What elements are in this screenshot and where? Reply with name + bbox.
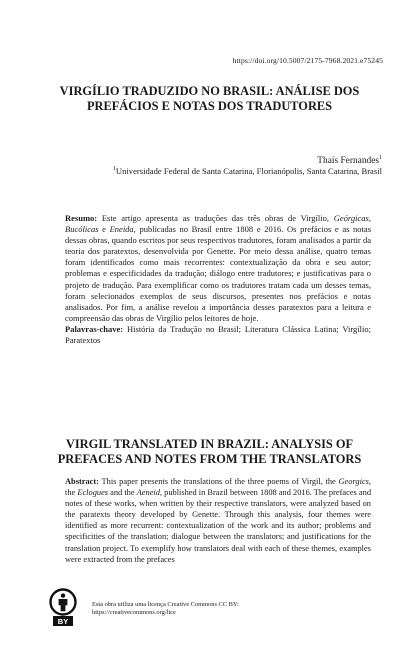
work-title: Geórgicas: [333, 213, 369, 223]
cc-by-text: BY: [57, 617, 69, 626]
title-line: VIRGÍLIO TRADUZIDO NO BRASIL: ANÁLISE DOS: [59, 84, 360, 98]
author-affiliation: [113, 166, 382, 176]
article-title-en: [32, 437, 387, 467]
keywords-label: Palavras-chave:: [65, 323, 124, 334]
title-line: PREFACES AND NOTES FROM THE TRANSLATORS: [57, 452, 362, 466]
article-title-pt: [32, 84, 387, 114]
abstract-pt: [65, 213, 371, 346]
affiliation-text: Universidade Federal de Santa Catarina, Florianópolis, Santa Catarina, Brasil: [115, 166, 382, 176]
author-footnote-marker[interactable]: 1: [379, 155, 382, 161]
abstract-en: [65, 476, 371, 565]
abstract-text: and the: [108, 488, 137, 498]
abstract-text: , the: [65, 477, 371, 498]
work-title: Georgics: [338, 477, 369, 486]
keywords: [65, 324, 371, 346]
abstract-text: ,: [368, 213, 371, 223]
keywords-text: História da Tradução no Brasil; Literatura Clássica Latina; Virgílio; Paratextos: [65, 323, 371, 346]
title-line: PREFÁCIOS E NOTAS DOS TRADUTORES: [86, 99, 333, 113]
abstract-text: e: [98, 224, 110, 235]
license-text: Esta obra utiliza uma licença Creative Commons CC BY:: [92, 601, 239, 608]
license-notice: [92, 601, 239, 617]
license-url[interactable]: https://creativecommons.org/lice: [92, 609, 176, 617]
title-line: VIRGIL TRANSLATED IN BRAZIL: ANALYSIS OF: [65, 437, 354, 451]
work-title: Eclogues: [77, 488, 109, 498]
doi-link[interactable]: https://doi.org/10.5007/2175-7968.2021.e75245: [232, 56, 383, 65]
abstract-label: Resumo:: [65, 213, 98, 223]
abstract-text: Este artigo apresenta as traduções das três obras de Virgílio,: [97, 213, 334, 223]
author-name: [317, 155, 382, 166]
affiliation-marker: 1: [112, 166, 116, 173]
abstract-label: Abstract:: [65, 477, 99, 486]
work-title: Bucólicas: [65, 224, 99, 235]
work-title: Aeneid: [136, 488, 160, 498]
work-title: Eneida: [109, 224, 134, 235]
abstract-text: , published in Brazil between 1808 and 2016. The prefaces and notes of these works, when written by their respective translators, were analyzed based on the paratexts theory developed by Genette. Through this analysis, four themes were identified as more recurrent: contextualization of the work and its author; problems and specificities of the translation; dialogue between the translators; and justifications for the translation project. To exemplify how translators deal with each of these themes, examples were extracted from the prefaces: [65, 488, 372, 564]
abstract-text: This paper presents the translations of the three poems of Virgil, the: [98, 477, 339, 486]
abstract-text: , publicadas no Brasil entre 1808 e 2016. Os prefácios e as notas dessas obras, quando escritos por seus respectivos tradutores, foram analisados a partir da teoria dos paratextos, desenvolvida por Genette. Por meio dessa análise, quatro temas foram identificados como mais recorrentes: contextualização da obra e seu autor; problemas e especificidades da tradução; diálogo entre tradutores; e justificativas para o projeto de tradução. Para exemplificar como os tradutores tratam cada um desses temas, foram selecionados exemplos de seus discursos, presentes nos prefácios e notas analisados. Por fim, a análise revelou a importância desses paratextos para a leitura e compreensão das obras de Virgílio pelos leitores de hoje.: [65, 224, 371, 323]
author-name-text: Thaís Fernandes: [317, 156, 379, 167]
creative-commons-by-icon[interactable]: [44, 588, 82, 628]
